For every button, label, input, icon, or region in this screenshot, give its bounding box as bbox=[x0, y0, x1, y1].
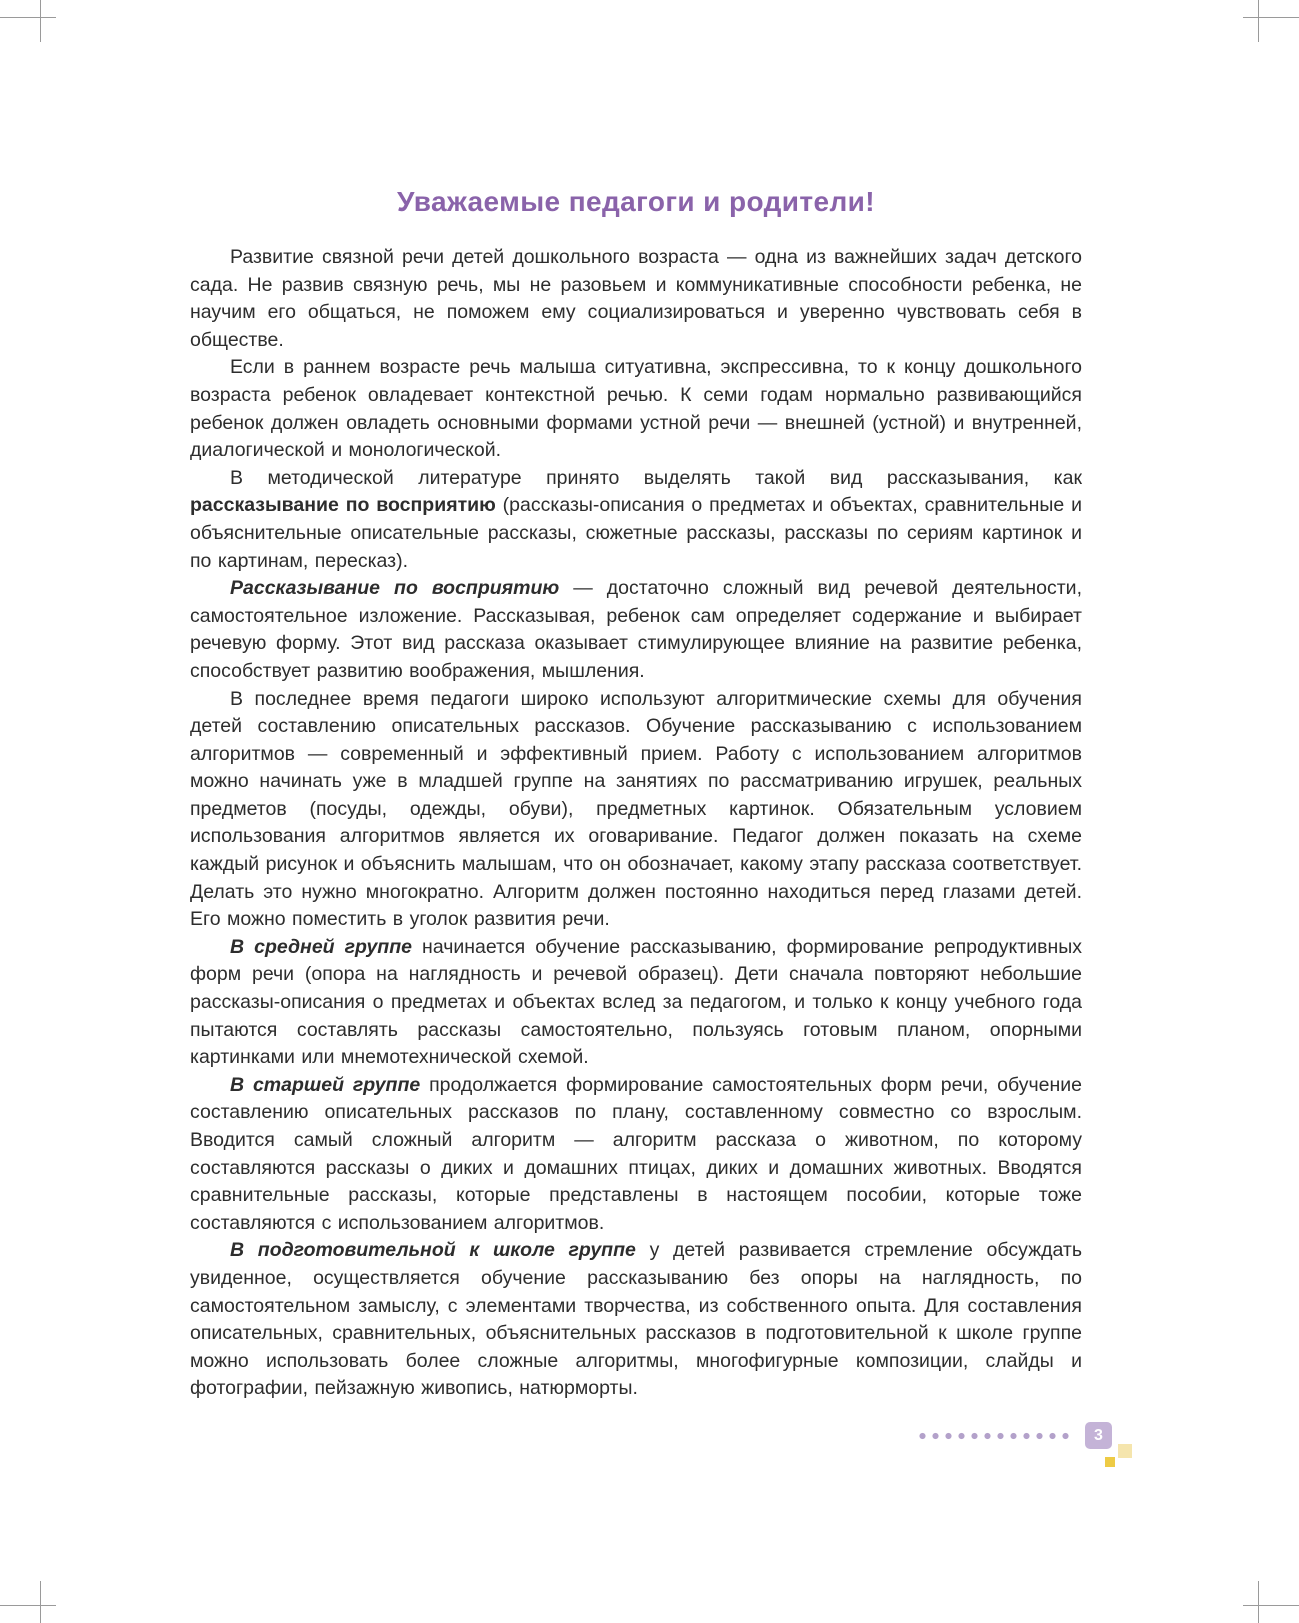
paragraph bbox=[190, 686, 1082, 934]
paragraph bbox=[190, 934, 1082, 1072]
crop-mark-bottom-right-vertical bbox=[1258, 1581, 1259, 1623]
body-text: продолжается формирование самостоятельных форм речи, обучение составлению описательных рассказов по плану, составленному совместно со взрослым. Вводится самый сложный алгоритм — алгоритм рассказа о животном, по которому составляются рассказы о диких и домашних птицах, диких и домашних животных. Вводятся сравнительные рассказы, которые представлены в настоящем пособии, которые тоже составляются с использованием алгоритмов. bbox=[190, 1073, 1083, 1234]
crop-mark-top-left-vertical bbox=[40, 0, 41, 42]
body-text: В методической литературе принято выделять такой вид рассказывания, как bbox=[230, 466, 1082, 489]
body-text: В последнее время педагоги широко используют алгоритмические схемы для обучения детей составлению описательных рассказов. Обучение рассказыванию с использованием алгоритмов — современный и эффективный прием. Работу с использованием алгоритмов можно начинать уже в младшей группе на занятиях по рассматриванию игрушек, реальных предметов (посуды, одежды, обуви), предметных картинок. Обязательным условием использования алгоритмов является их оговаривание. Педагог должен показать на схеме каждый рисунок и объяснить малышам, что он обозначает, какому этапу рассказа соответствует. Делать это нужно многократно. Алгоритм должен постоянно находиться перед глазами детей. Его можно поместить в уголок развития речи. bbox=[190, 687, 1082, 931]
yellow-square-decoration-large bbox=[1118, 1444, 1132, 1458]
crop-mark-top-left-horizontal bbox=[0, 17, 56, 18]
body-text: начинается обучение рассказыванию, формирование репродуктивных форм речи (опора на наглядность и речевой образец). Дети сначала повторяют небольшие рассказы-описания о предметах и объектах вслед за педагогом, и только к концу учебного года пытаются составлять рассказы самостоятельно, пользуясь готовым планом, опорными картинками или мнемотехнической схемой. bbox=[190, 935, 1082, 1069]
paragraph bbox=[190, 1072, 1082, 1238]
page-footer bbox=[0, 1422, 1299, 1482]
crop-mark-top-right-horizontal bbox=[1243, 17, 1299, 18]
body-text-block bbox=[190, 244, 1082, 1403]
body-text: — достаточно сложный вид речевой деятельности, самостоятельное изложение. Рассказывая, ребенок сам определяет содержание и выбирает речевую форму. Этот вид рассказа оказывает стимулирующее влияние на развитие ребенка, способствует развитию воображения, мышления. bbox=[190, 577, 1082, 682]
paragraph bbox=[190, 1237, 1082, 1403]
body-text: (рассказы-описания о предметах и объектах, сравнительные и объяснительные описательные рассказы, сюжетные рассказы, рассказы по сериям картинок и по картинам, пересказ). bbox=[190, 494, 1082, 572]
emphasis-text: В средней группе bbox=[230, 935, 412, 958]
emphasis-text: В старшей группе bbox=[230, 1073, 421, 1096]
body-text: у детей развивается стремление обсуждать увиденное, осуществляется обучение рассказыванию без опоры на наглядность, по самостоятельном замыслу, с элементами творчества, из собственного опыта. Для составления описательных, сравнительных, объяснительных рассказов в подготовительной к школе группе можно использовать более сложные алгоритмы, многофигурные композиции, слайды и фотографии, пейзажную живопись, натюрморты. bbox=[190, 1239, 1082, 1400]
body-text: Развитие связной речи детей дошкольного возраста — одна из важнейших задач детского сада. Не развив связную речь, мы не разовьем и коммуникативные способности ребенка, не научим его общаться, не поможем ему социализироваться и уверенно чувствовать себя в обществе. bbox=[190, 246, 1082, 351]
page-content bbox=[190, 186, 1082, 1403]
emphasis-text: рассказывание по восприятию bbox=[190, 494, 496, 517]
paragraph bbox=[190, 465, 1082, 575]
page-number-badge: 3 bbox=[1085, 1422, 1112, 1449]
crop-mark-top-right-vertical bbox=[1258, 0, 1259, 42]
crop-mark-bottom-left-vertical bbox=[40, 1581, 41, 1623]
page-title: Уважаемые педагоги и родители! bbox=[396, 186, 876, 217]
paragraph bbox=[190, 244, 1082, 354]
footer-dots-decoration bbox=[916, 1432, 1074, 1440]
yellow-square-decoration-small bbox=[1105, 1457, 1115, 1467]
body-text: Если в раннем возрасте речь малыша ситуативна, экспрессивна, то к концу дошкольного возраста ребенок овладевает контекстной речью. К семи годам нормально развивающийся ребенок должен овладеть основными формами устной речи — внешней (устной) и внутренней, диалогической и монологической. bbox=[190, 356, 1082, 462]
crop-mark-bottom-left-horizontal bbox=[0, 1605, 56, 1606]
emphasis-text: Рассказывание по восприятию bbox=[230, 577, 560, 600]
paragraph bbox=[190, 354, 1082, 464]
crop-mark-bottom-right-horizontal bbox=[1243, 1605, 1299, 1606]
emphasis-text: В подготовительной к школе группе bbox=[230, 1239, 636, 1262]
paragraph bbox=[190, 575, 1082, 685]
